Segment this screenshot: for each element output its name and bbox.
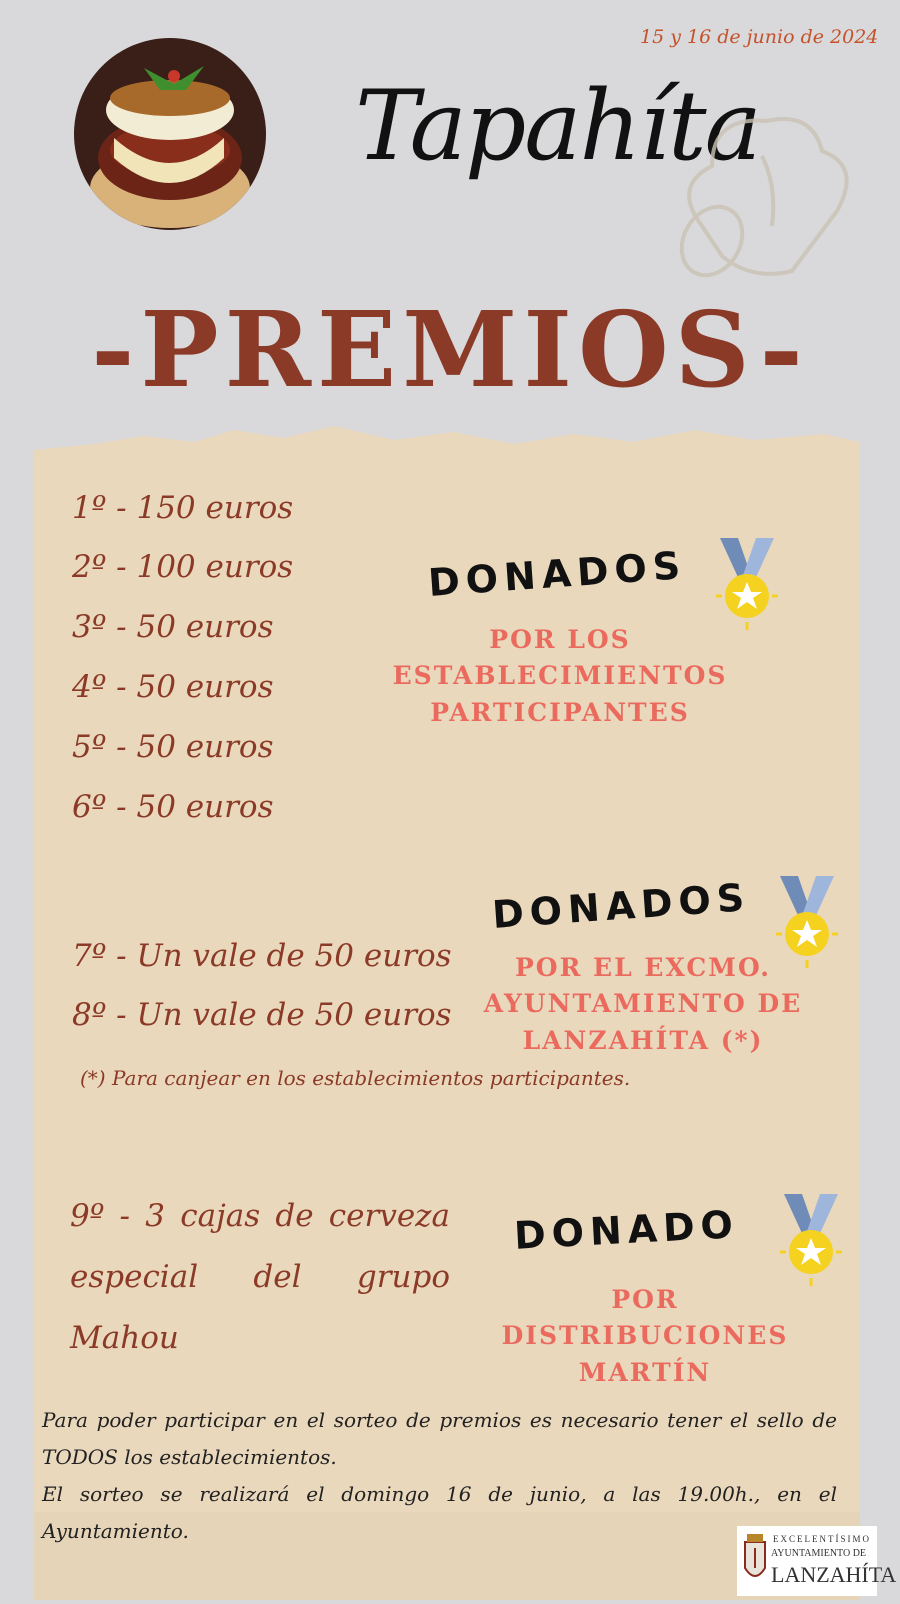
donor-line: MARTÍN: [578, 1357, 712, 1387]
donor-line: AYUNTAMIENTO DE: [483, 989, 803, 1019]
exchange-note: (*) Para canjear en los establecimientos participantes.: [80, 1066, 631, 1090]
donor-line: POR DISTRIBUCIONES: [501, 1285, 789, 1351]
medal-icon: [712, 538, 782, 634]
medal-icon: [776, 1194, 846, 1290]
prizes-heading: -PREMIOS-: [91, 288, 809, 411]
logo-line: LANZAHÍTA: [771, 1562, 897, 1587]
prize-item: 1º - 150 euros: [72, 490, 294, 526]
donor-line: ESTABLECIMIENTOS: [392, 661, 728, 691]
donor-text: [478, 950, 808, 1059]
event-date: 15 y 16 de junio de 2024: [640, 26, 879, 48]
prize-item: 5º - 50 euros: [72, 729, 274, 765]
prize-item-9: 9º - 3 cajas de cerveza especial del grupo Mahou: [70, 1198, 450, 1356]
donor-text: [470, 1282, 820, 1391]
donor-text: [380, 622, 740, 731]
donor-line: LANZAHÍTA (*): [522, 1025, 764, 1055]
donated-title: DONADOS: [490, 875, 752, 937]
donor-line: PARTICIPANTES: [430, 697, 690, 727]
donated-title: DONADOS: [426, 543, 688, 605]
event-title: Tapahíta: [355, 70, 760, 182]
prize-item: 6º - 50 euros: [72, 789, 274, 825]
donor-line: POR EL EXCMO.: [515, 953, 771, 982]
logo-line: AYUNTAMIENTO DE: [771, 1548, 867, 1559]
prize-item: 2º - 100 euros: [72, 549, 294, 585]
logo-line: EXCELENTÍSIMO: [773, 1534, 871, 1544]
chef-hat-icon: [662, 96, 862, 296]
prize-item: 7º - Un vale de 50 euros: [72, 938, 452, 974]
footer-text: [42, 1402, 837, 1550]
footer-line: El sorteo se realizará el domingo 16 de junio, a las 19.00h., en el Ayuntamiento.: [42, 1482, 837, 1543]
prize-item: 3º - 50 euros: [72, 609, 274, 645]
town-hall-logo: [737, 1526, 897, 1596]
tapa-photo: [74, 38, 266, 230]
prize-item: 4º - 50 euros: [72, 669, 274, 705]
donor-line: POR LOS: [489, 625, 631, 654]
footer-line: Para poder participar en el sorteo de premios es necesario tener el sello de TODOS los establecimientos.: [42, 1408, 837, 1469]
donated-title: DONADO: [513, 1202, 740, 1258]
coat-of-arms-icon: [741, 1532, 769, 1588]
prize-item: 8º - Un vale de 50 euros: [72, 997, 452, 1033]
